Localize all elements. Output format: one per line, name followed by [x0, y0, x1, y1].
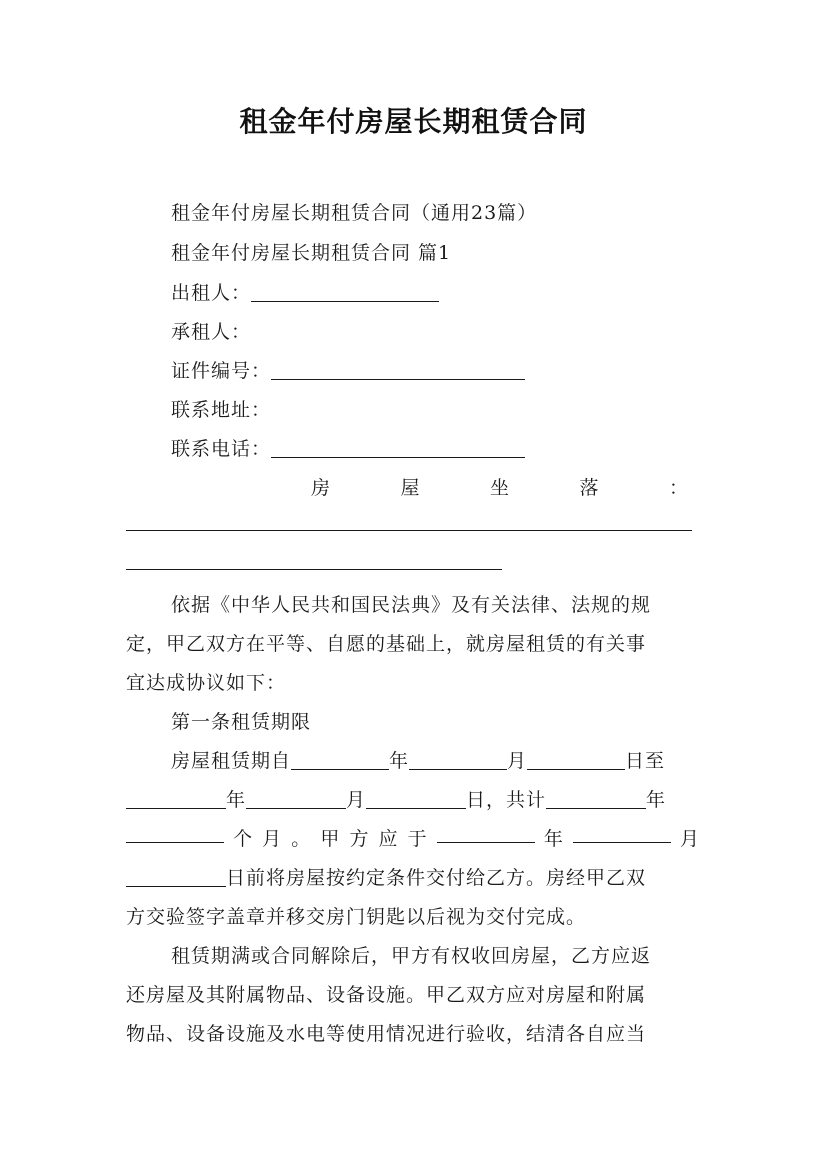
start-month-blank[interactable] — [409, 751, 507, 770]
id-label: 证件编号： — [171, 360, 272, 382]
location-blank-line2[interactable] — [126, 569, 502, 570]
intro-line1: 依据《中华人民共和国民法典》及有关法律、法规的规 — [171, 594, 652, 616]
month-char: 月 — [679, 828, 700, 850]
location-char: 坐 — [489, 477, 510, 499]
handover-year-blank[interactable] — [437, 824, 535, 843]
year-label: 年 — [646, 789, 667, 811]
year-char: 年 — [543, 828, 564, 850]
day-to-label: 日至 — [625, 750, 666, 772]
location-blank-line1[interactable] — [126, 530, 692, 531]
end-month-blank[interactable] — [246, 790, 346, 809]
intro-line2: 定，甲乙双方在平等、自愿的基础上，就房屋租赁的有关事 — [126, 633, 647, 655]
article1-heading: 第一条租赁期限 — [171, 711, 312, 733]
lessor-row — [171, 278, 706, 305]
handover-month-blank[interactable] — [573, 824, 671, 843]
handover-rest: 日前将房屋按约定条件交付给乙方。房经甲乙双 — [226, 867, 647, 889]
month-char: 月 — [262, 828, 283, 850]
lessee-row — [171, 317, 706, 344]
period-char: 。 — [291, 828, 312, 850]
document-subtitle: 租金年付房屋长期租赁合同（通用23篇） — [171, 202, 538, 224]
fang-char: 方 — [349, 828, 370, 850]
intro-line3: 宜达成协议如下： — [126, 672, 287, 694]
location-char: 屋 — [400, 477, 421, 499]
yu-char: 于 — [407, 828, 428, 850]
term-prefix: 房屋租赁期自 — [171, 750, 292, 772]
ge-char: 个 — [233, 828, 254, 850]
lessee-label: 承租人： — [171, 321, 252, 343]
total-months-blank[interactable] — [126, 824, 224, 843]
month-label: 月 — [346, 789, 367, 811]
handover-line2: 方交验签字盖章并移交房门钥匙以后视为交付完成。 — [126, 906, 587, 928]
year-label: 年 — [226, 789, 247, 811]
term-line1 — [171, 746, 706, 773]
month-label: 月 — [507, 750, 528, 772]
phone-blank[interactable] — [271, 439, 525, 458]
address-row — [171, 395, 706, 422]
location-char: 房 — [311, 477, 332, 499]
jia-char: 甲 — [320, 828, 341, 850]
start-year-blank[interactable] — [291, 751, 389, 770]
phone-label: 联系电话： — [171, 438, 272, 460]
end-year-blank[interactable] — [126, 790, 226, 809]
address-label: 联系地址： — [171, 399, 272, 421]
end-day-blank[interactable] — [366, 790, 466, 809]
total-years-blank[interactable] — [546, 790, 646, 809]
term-line2 — [126, 785, 706, 812]
ying-char: 应 — [378, 828, 399, 850]
return-line1: 租赁期满或合同解除后，甲方有权收回房屋，乙方应返 — [171, 945, 652, 967]
phone-row — [171, 434, 706, 461]
handover-day-blank[interactable] — [126, 868, 226, 887]
location-row — [311, 473, 689, 500]
start-day-blank[interactable] — [527, 751, 625, 770]
id-row — [171, 356, 706, 383]
section-heading: 租金年付房屋长期租赁合同 篇1 — [171, 242, 452, 264]
lessor-label: 出租人： — [171, 282, 252, 304]
day-total-label: 日，共计 — [466, 789, 547, 811]
lessor-blank[interactable] — [251, 283, 439, 302]
location-char: 落 — [579, 477, 600, 499]
handover-line1 — [126, 863, 706, 890]
return-line2: 还房屋及其附属物品、设备设施。甲乙双方应对房屋和附属 — [126, 984, 647, 1006]
document-title: 租金年付房屋长期租赁合同 — [239, 105, 588, 138]
year-label: 年 — [389, 750, 410, 772]
location-char: ： — [668, 477, 689, 499]
term-line3 — [126, 824, 706, 851]
id-blank[interactable] — [271, 361, 525, 380]
return-line3: 物品、设备设施及水电等使用情况进行验收，结清各自应当 — [126, 1023, 647, 1045]
